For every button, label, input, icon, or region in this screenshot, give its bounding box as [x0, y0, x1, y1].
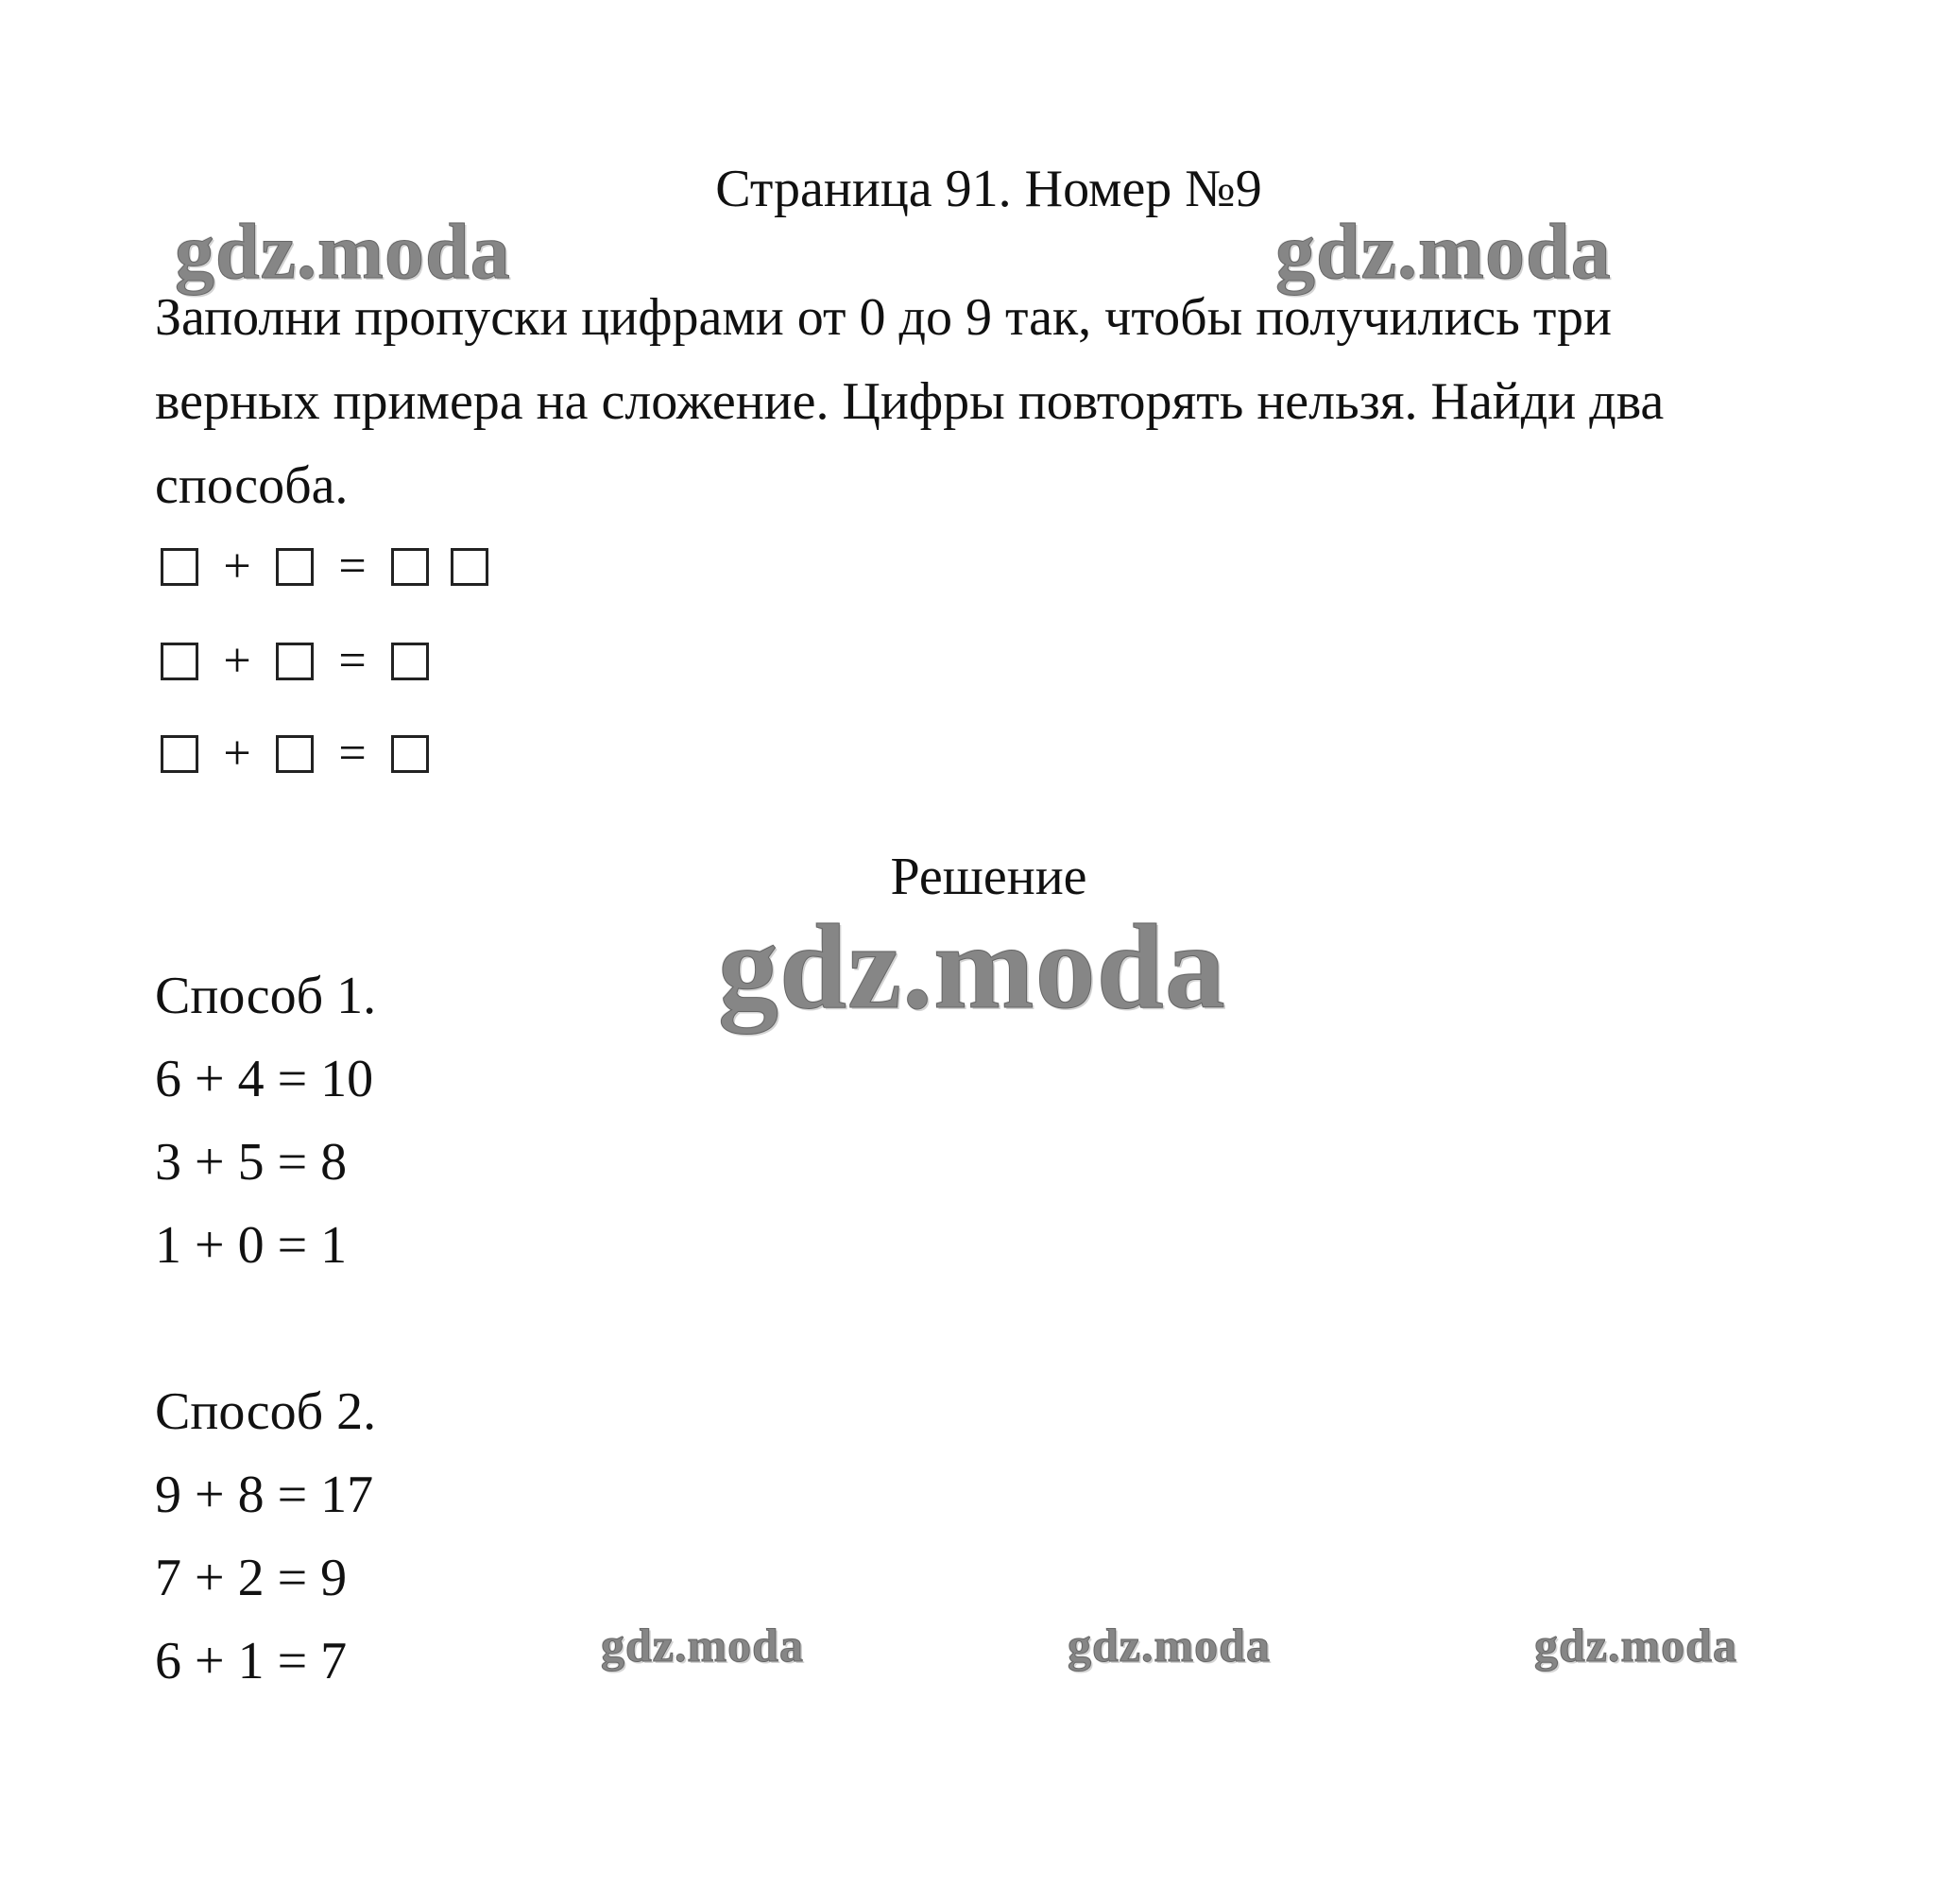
- plus-sign: +: [223, 727, 251, 780]
- equation: 9 + 8 = 17: [155, 1466, 374, 1524]
- plus-sign: +: [223, 540, 251, 593]
- equals-sign: =: [338, 540, 367, 593]
- page-title: Страница 91. Номер №9: [715, 160, 1262, 218]
- method-2: [155, 1370, 376, 1703]
- equation: 3 + 5 = 8: [155, 1133, 348, 1192]
- watermark: gdz.moda: [175, 208, 511, 296]
- watermark: gdz.moda: [718, 900, 1226, 1034]
- solution-heading: Решение: [890, 848, 1087, 906]
- blank-box: [276, 548, 314, 586]
- task-line: Заполни пропуски цифрами от 0 до 9 так, чтобы получились три: [155, 288, 1612, 347]
- blank-box: [161, 735, 198, 773]
- blank-box: [161, 643, 198, 680]
- blank-box: [391, 643, 429, 680]
- equation-pattern-1: [161, 539, 488, 595]
- watermark: gdz.moda: [1275, 208, 1612, 296]
- method-label: Способ 1.: [155, 967, 377, 1025]
- plus-sign: +: [223, 634, 251, 688]
- equation: 1 + 0 = 1: [155, 1216, 348, 1275]
- equation-pattern-2: [161, 633, 429, 690]
- watermark: gdz.moda: [1534, 1619, 1737, 1672]
- task-line: способа.: [155, 456, 349, 515]
- blank-box: [276, 735, 314, 773]
- blank-box: [391, 548, 429, 586]
- equation: 6 + 4 = 10: [155, 1050, 374, 1108]
- equation: 7 + 2 = 9: [155, 1549, 348, 1607]
- blank-box: [276, 643, 314, 680]
- equals-sign: =: [338, 634, 367, 688]
- task-line: верных примера на сложение. Цифры повторять нельзя. Найди два: [155, 372, 1665, 431]
- equals-sign: =: [338, 727, 367, 780]
- blank-box: [391, 735, 429, 773]
- equation: 6 + 1 = 7: [155, 1632, 348, 1690]
- watermark: gdz.moda: [1068, 1619, 1271, 1672]
- method-1: [155, 954, 376, 1287]
- task-text: [155, 276, 1818, 528]
- watermark: gdz.moda: [601, 1619, 804, 1672]
- blank-box: [451, 548, 488, 586]
- equation-pattern-3: [161, 726, 429, 782]
- method-label: Способ 2.: [155, 1382, 377, 1441]
- blank-box: [161, 548, 198, 586]
